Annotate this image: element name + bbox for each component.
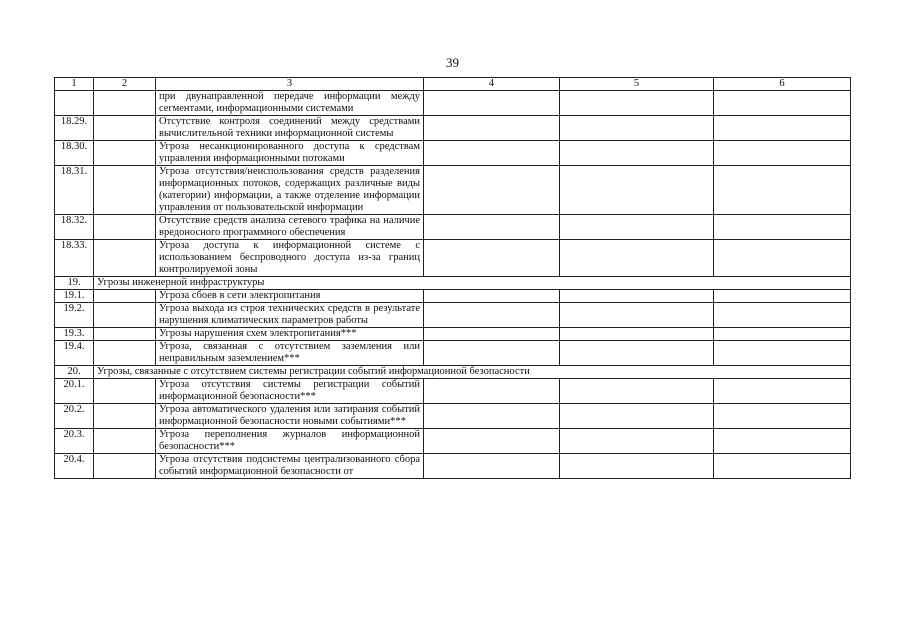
table-row: [55, 429, 851, 454]
cell-col-4: [424, 341, 560, 366]
cell-col-5: [560, 429, 714, 454]
row-number: 18.29.: [55, 116, 94, 141]
cell-col-4: [424, 240, 560, 277]
cell-col-4: [424, 215, 560, 240]
cell-col-2: [94, 240, 156, 277]
table-row: [55, 91, 851, 116]
cell-col-4: [424, 91, 560, 116]
row-number: 20.3.: [55, 429, 94, 454]
table-row: [55, 303, 851, 328]
threat-description: Угроза выхода из строя технических средств в результате нарушения климатических параметров работы: [156, 303, 424, 328]
cell-col-5: [560, 303, 714, 328]
cell-col-6: [714, 429, 851, 454]
row-number: [55, 91, 94, 116]
threat-description: Угроза переполнения журналов информационной безопасности***: [156, 429, 424, 454]
cell-col-4: [424, 166, 560, 215]
cell-col-6: [714, 141, 851, 166]
threat-description: Угроза несанкционированного доступа к средствам управления информационными потоками: [156, 141, 424, 166]
table-row: [55, 290, 851, 303]
row-number: 18.33.: [55, 240, 94, 277]
header-col-2: 2: [94, 78, 156, 91]
cell-col-5: [560, 454, 714, 479]
section-title: Угрозы инженерной инфраструктуры: [94, 277, 851, 290]
threat-description: Угрозы нарушения схем электропитания***: [156, 328, 424, 341]
table-row: [55, 379, 851, 404]
threat-description: Угроза отсутствия/неиспользования средств разделения информационных потоков, содержащих различные виды (категории) информации, а также отделение информации управления от пользовательской информации: [156, 166, 424, 215]
cell-col-6: [714, 166, 851, 215]
cell-col-2: [94, 328, 156, 341]
row-number: 20.4.: [55, 454, 94, 479]
cell-col-5: [560, 240, 714, 277]
cell-col-5: [560, 141, 714, 166]
cell-col-2: [94, 454, 156, 479]
table-row: [55, 341, 851, 366]
cell-col-5: [560, 328, 714, 341]
threat-description: Отсутствие контроля соединений между средствами вычислительной техники информационной системы: [156, 116, 424, 141]
cell-col-6: [714, 404, 851, 429]
row-number: 20.: [55, 366, 94, 379]
row-number: 18.32.: [55, 215, 94, 240]
cell-col-4: [424, 379, 560, 404]
row-number: 19.4.: [55, 341, 94, 366]
threats-table: [54, 77, 851, 479]
cell-col-4: [424, 290, 560, 303]
section-row: [55, 366, 851, 379]
cell-col-2: [94, 91, 156, 116]
cell-col-4: [424, 429, 560, 454]
table-row: [55, 141, 851, 166]
cell-col-5: [560, 404, 714, 429]
header-col-6: 6: [714, 78, 851, 91]
table-row: [55, 116, 851, 141]
threat-description: Угроза, связанная с отсутствием заземления или неправильным заземлением***: [156, 341, 424, 366]
cell-col-4: [424, 454, 560, 479]
cell-col-6: [714, 240, 851, 277]
cell-col-4: [424, 141, 560, 166]
cell-col-2: [94, 404, 156, 429]
cell-col-6: [714, 91, 851, 116]
cell-col-2: [94, 215, 156, 240]
cell-col-2: [94, 303, 156, 328]
cell-col-5: [560, 379, 714, 404]
cell-col-5: [560, 290, 714, 303]
row-number: 20.2.: [55, 404, 94, 429]
cell-col-4: [424, 328, 560, 341]
row-number: 18.30.: [55, 141, 94, 166]
threat-description: Угроза сбоев в сети электропитания: [156, 290, 424, 303]
threat-description: при двунаправленной передаче информации между сегментами, информационными системами: [156, 91, 424, 116]
cell-col-2: [94, 429, 156, 454]
cell-col-6: [714, 215, 851, 240]
section-row: [55, 277, 851, 290]
header-col-5: 5: [560, 78, 714, 91]
cell-col-2: [94, 141, 156, 166]
cell-col-2: [94, 116, 156, 141]
threat-description: Угроза автоматического удаления или затирания событий информационной безопасности новыми событиями***: [156, 404, 424, 429]
cell-col-5: [560, 166, 714, 215]
cell-col-6: [714, 303, 851, 328]
table-row: [55, 215, 851, 240]
row-number: 18.31.: [55, 166, 94, 215]
header-col-4: 4: [424, 78, 560, 91]
threat-description: Угроза отсутствия системы регистрации событий информационной безопасности***: [156, 379, 424, 404]
cell-col-6: [714, 290, 851, 303]
cell-col-5: [560, 215, 714, 240]
page-number: 39: [446, 55, 459, 70]
cell-col-6: [714, 454, 851, 479]
cell-col-4: [424, 404, 560, 429]
table-row: [55, 166, 851, 215]
threat-description: Угроза отсутствия подсистемы централизованного сбора событий информационной безопасности от: [156, 454, 424, 479]
cell-col-2: [94, 166, 156, 215]
cell-col-6: [714, 379, 851, 404]
threat-description: Отсутствие средств анализа сетевого трафика на наличие вредоносного программного обеспечения: [156, 215, 424, 240]
cell-col-6: [714, 328, 851, 341]
header-row: [55, 78, 851, 91]
row-number: 19.2.: [55, 303, 94, 328]
row-number: 20.1.: [55, 379, 94, 404]
table-row: [55, 328, 851, 341]
cell-col-5: [560, 116, 714, 141]
threat-description: Угроза доступа к информационной системе с использованием беспроводного доступа из-за границ контролируемой зоны: [156, 240, 424, 277]
cell-col-6: [714, 116, 851, 141]
cell-col-2: [94, 379, 156, 404]
table-row: [55, 404, 851, 429]
row-number: 19.3.: [55, 328, 94, 341]
header-col-3: 3: [156, 78, 424, 91]
table-row: [55, 454, 851, 479]
cell-col-6: [714, 341, 851, 366]
cell-col-4: [424, 303, 560, 328]
cell-col-2: [94, 290, 156, 303]
cell-col-4: [424, 116, 560, 141]
row-number: 19.1.: [55, 290, 94, 303]
cell-col-5: [560, 91, 714, 116]
row-number: 19.: [55, 277, 94, 290]
cell-col-5: [560, 341, 714, 366]
cell-col-2: [94, 341, 156, 366]
table-row: [55, 240, 851, 277]
header-col-1: 1: [55, 78, 94, 91]
section-title: Угрозы, связанные с отсутствием системы регистрации событий информационной безопасности: [94, 366, 851, 379]
table-body: [55, 91, 851, 479]
